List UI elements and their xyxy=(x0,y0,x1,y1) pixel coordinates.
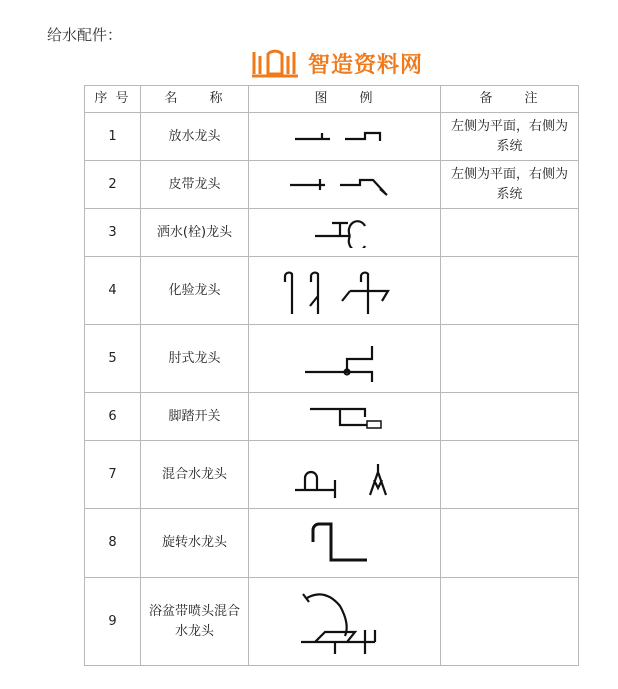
row-note xyxy=(441,578,579,666)
header-note: 备 注 xyxy=(441,86,579,113)
row-name: 洒水(栓)龙头 xyxy=(141,209,249,257)
table-row xyxy=(85,325,579,393)
row-name: 放水龙头 xyxy=(141,113,249,161)
row-no: 5 xyxy=(85,325,141,393)
row-name: 肘式龙头 xyxy=(141,325,249,393)
table-row xyxy=(85,209,579,257)
row-name: 混合水龙头 xyxy=(141,441,249,509)
table-row xyxy=(85,441,579,509)
table-row xyxy=(85,113,579,161)
row-no: 9 xyxy=(85,578,141,666)
row-name: 化验龙头 xyxy=(141,257,249,325)
table-row xyxy=(85,161,579,209)
row-name: 浴盆带喷头混合水龙头 xyxy=(141,578,249,666)
row-note: 左侧为平面，右侧为系统 xyxy=(441,161,579,209)
watermark-logo-icon xyxy=(250,48,300,78)
row-note xyxy=(441,257,579,325)
watermark xyxy=(250,46,423,80)
row-no: 3 xyxy=(85,209,141,257)
row-name: 皮带龙头 xyxy=(141,161,249,209)
table-row xyxy=(85,257,579,325)
row-no: 2 xyxy=(85,161,141,209)
swivel-faucet-symbol-icon xyxy=(249,509,441,578)
table-row xyxy=(85,393,579,441)
sprinkler-faucet-symbol-icon xyxy=(249,209,441,257)
header-no: 序 号 xyxy=(85,86,141,113)
table-header xyxy=(85,86,579,113)
header-name: 名 称 xyxy=(141,86,249,113)
row-name: 脚踏开关 xyxy=(141,393,249,441)
watermark-text: 智造资料网 xyxy=(308,52,424,78)
header-legend: 图 例 xyxy=(249,86,441,113)
faucet-symbol-icon xyxy=(249,113,441,161)
water-fittings-table xyxy=(84,85,579,666)
elbow-faucet-symbol-icon xyxy=(249,325,441,393)
lab-faucet-symbol-icon xyxy=(249,257,441,325)
bathtub-shower-faucet-symbol-icon xyxy=(249,578,441,666)
section-title: 给水配件： xyxy=(47,26,123,44)
row-note: 左侧为平面，右侧为系统 xyxy=(441,113,579,161)
row-note xyxy=(441,325,579,393)
row-name: 旋转水龙头 xyxy=(141,509,249,578)
row-note xyxy=(441,393,579,441)
table-row xyxy=(85,509,579,578)
mixing-faucet-symbol-icon xyxy=(249,441,441,509)
hose-faucet-symbol-icon xyxy=(249,161,441,209)
table-row xyxy=(85,578,579,666)
row-no: 8 xyxy=(85,509,141,578)
row-note xyxy=(441,209,579,257)
row-no: 6 xyxy=(85,393,141,441)
row-note xyxy=(441,509,579,578)
row-no: 1 xyxy=(85,113,141,161)
row-note xyxy=(441,441,579,509)
row-no: 7 xyxy=(85,441,141,509)
row-no: 4 xyxy=(85,257,141,325)
foot-switch-symbol-icon xyxy=(249,393,441,441)
